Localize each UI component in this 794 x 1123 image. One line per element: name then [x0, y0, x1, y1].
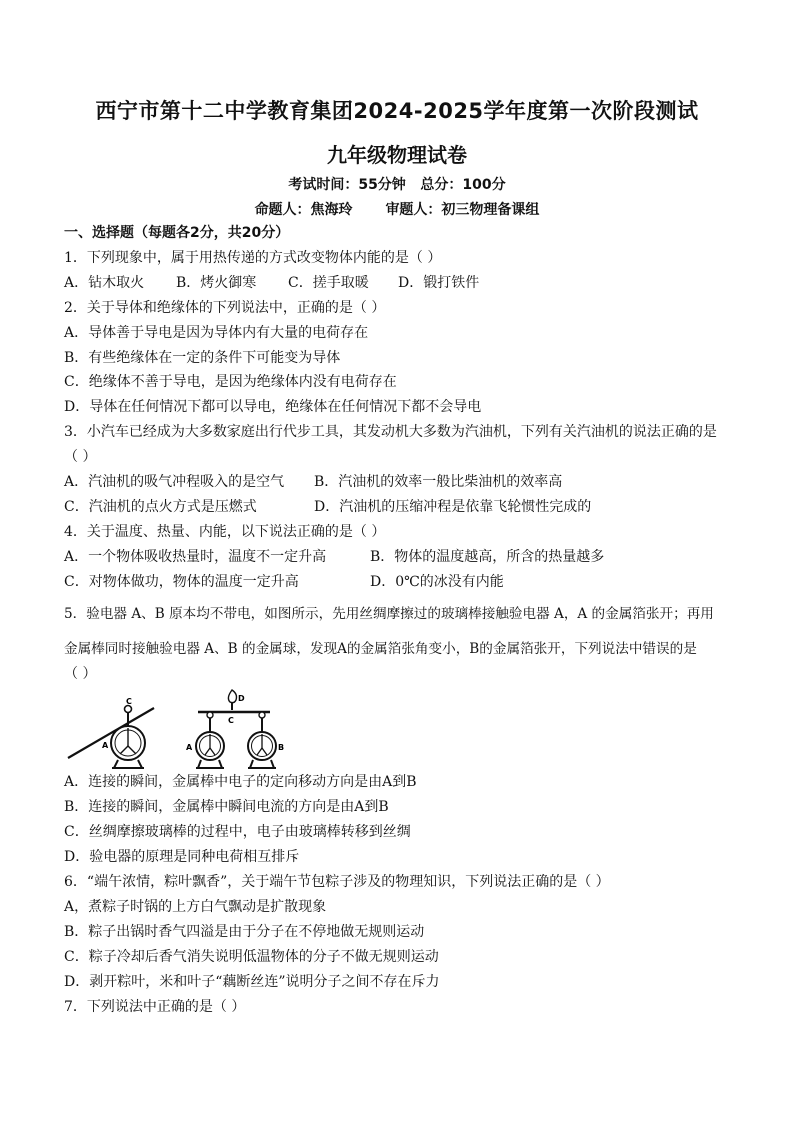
q4-option-c: C．对物体做功，物体的温度一定升高	[64, 574, 299, 590]
reviewer: 审题人：初三物理备课组	[385, 202, 540, 218]
q4-option-d: D．0℃的冰没有内能	[370, 574, 504, 590]
label-b-right: B	[278, 743, 285, 752]
electroscope-b-right	[248, 712, 276, 768]
q6-option-b: B．粽子出锅时香气四溢是由于分子在不停地做无规则运动	[64, 924, 425, 940]
label-c-left: C	[126, 697, 132, 706]
label-c-right: C	[228, 716, 234, 725]
q6-stem: 6．“端午浓情，粽叶飘香”，关于端午节包粽子涉及的物理知识，下列说法正确的是（ ）	[64, 874, 610, 890]
q3-option-d: D．汽油机的压缩冲程是依靠飞轮惯性完成的	[314, 499, 592, 515]
q7-stem: 7．下列说法中正确的是（ ）	[64, 999, 246, 1015]
q4-stem: 4．关于温度、热量、内能，以下说法正确的是（ ）	[64, 524, 386, 540]
q5-stem-line2: 金属棒同时接触验电器 A、B 的金属球，发现A的金属箔张角变小，B的金属箔张开，下列说法中错误的是	[64, 641, 697, 657]
q2-option-d: D．导体在任何情况下都可以导电，绝缘体在任何情况下都不会导电	[64, 399, 482, 415]
exam-authors	[0, 199, 794, 219]
electroscope-a-left	[111, 706, 145, 769]
electroscope-a-right	[196, 712, 224, 768]
exam-info: 考试时间：55分钟 总分：100分	[288, 177, 506, 193]
q1-stem: 1．下列现象中，属于用热传递的方式改变物体内能的是（ ）	[64, 250, 442, 266]
q1-option-c: C．搓手取暖	[288, 275, 369, 291]
q5-option-b: B．连接的瞬间，金属棒中瞬间电流的方向是由A到B	[64, 799, 389, 815]
q1-option-d: D．锻打铁件	[398, 275, 480, 291]
q1-option-a: A．钻木取火	[64, 275, 145, 291]
q3-stem: 3．小汽车已经成为大多数家庭出行代步工具，其发动机大多数为汽油机，下列有关汽油机的说法正确的是	[64, 424, 717, 440]
q2-option-c: C．绝缘体不善于导电，是因为绝缘体内没有电荷存在	[64, 374, 397, 390]
q5-stem-line1: 5．验电器 A、B 原本均不带电，如图所示，先用丝绸摩擦过的玻璃棒接触验电器 A，A 的金属箔张开；再用	[64, 606, 714, 622]
q1-option-b: B．烤火御寒	[176, 275, 257, 291]
electroscope-figure	[62, 688, 294, 772]
insulated-handle	[228, 690, 236, 710]
q6-option-d: D．剥开粽叶，米和叶子“藕断丝连”说明分子之间不存在斥力	[64, 974, 440, 990]
q5-paren: （ ）	[64, 666, 97, 682]
label-a-left: A	[102, 741, 109, 750]
q3-option-c: C．汽油机的点火方式是压燃式	[64, 499, 257, 515]
q5-option-c: C．丝绸摩擦玻璃棒的过程中，电子由玻璃棒转移到丝绸	[64, 824, 411, 840]
q2-option-a: A．导体善于导电是因为导体内有大量的电荷存在	[64, 325, 369, 341]
exam-subtitle: 九年级物理试卷	[327, 143, 467, 167]
author: 命题人：焦海玲	[254, 202, 353, 218]
q4-option-b: B．物体的温度越高，所含的热量越多	[370, 549, 605, 565]
q6-option-a: A，煮粽子时锅的上方白气飘动是扩散现象	[64, 899, 327, 915]
q2-option-b: B．有些绝缘体在一定的条件下可能变为导体	[64, 350, 341, 366]
q4-option-a: A．一个物体吸收热量时，温度不一定升高	[64, 549, 327, 565]
label-a-right: A	[186, 743, 193, 752]
q6-option-c: C．粽子冷却后香气消失说明低温物体的分子不做无规则运动	[64, 949, 439, 965]
q5-option-d: D．验电器的原理是同种电荷相互排斥	[64, 849, 300, 865]
label-d-right: D	[238, 694, 245, 703]
q3-option-a: A．汽油机的吸气冲程吸入的是空气	[64, 474, 285, 490]
q2-stem: 2．关于导体和绝缘体的下列说法中，正确的是（ ）	[64, 300, 386, 316]
q5-option-a: A．连接的瞬间，金属棒中电子的定向移动方向是由A到B	[64, 774, 417, 790]
q3-option-b: B．汽油机的效率一般比柴油机的效率高	[314, 474, 563, 490]
section-heading-choice: 一、选择题（每题各2分，共20分）	[64, 225, 290, 241]
q3-paren: （ ）	[64, 449, 97, 465]
exam-title: 西宁市第十二中学教育集团2024-2025学年度第一次阶段测试	[95, 99, 699, 123]
